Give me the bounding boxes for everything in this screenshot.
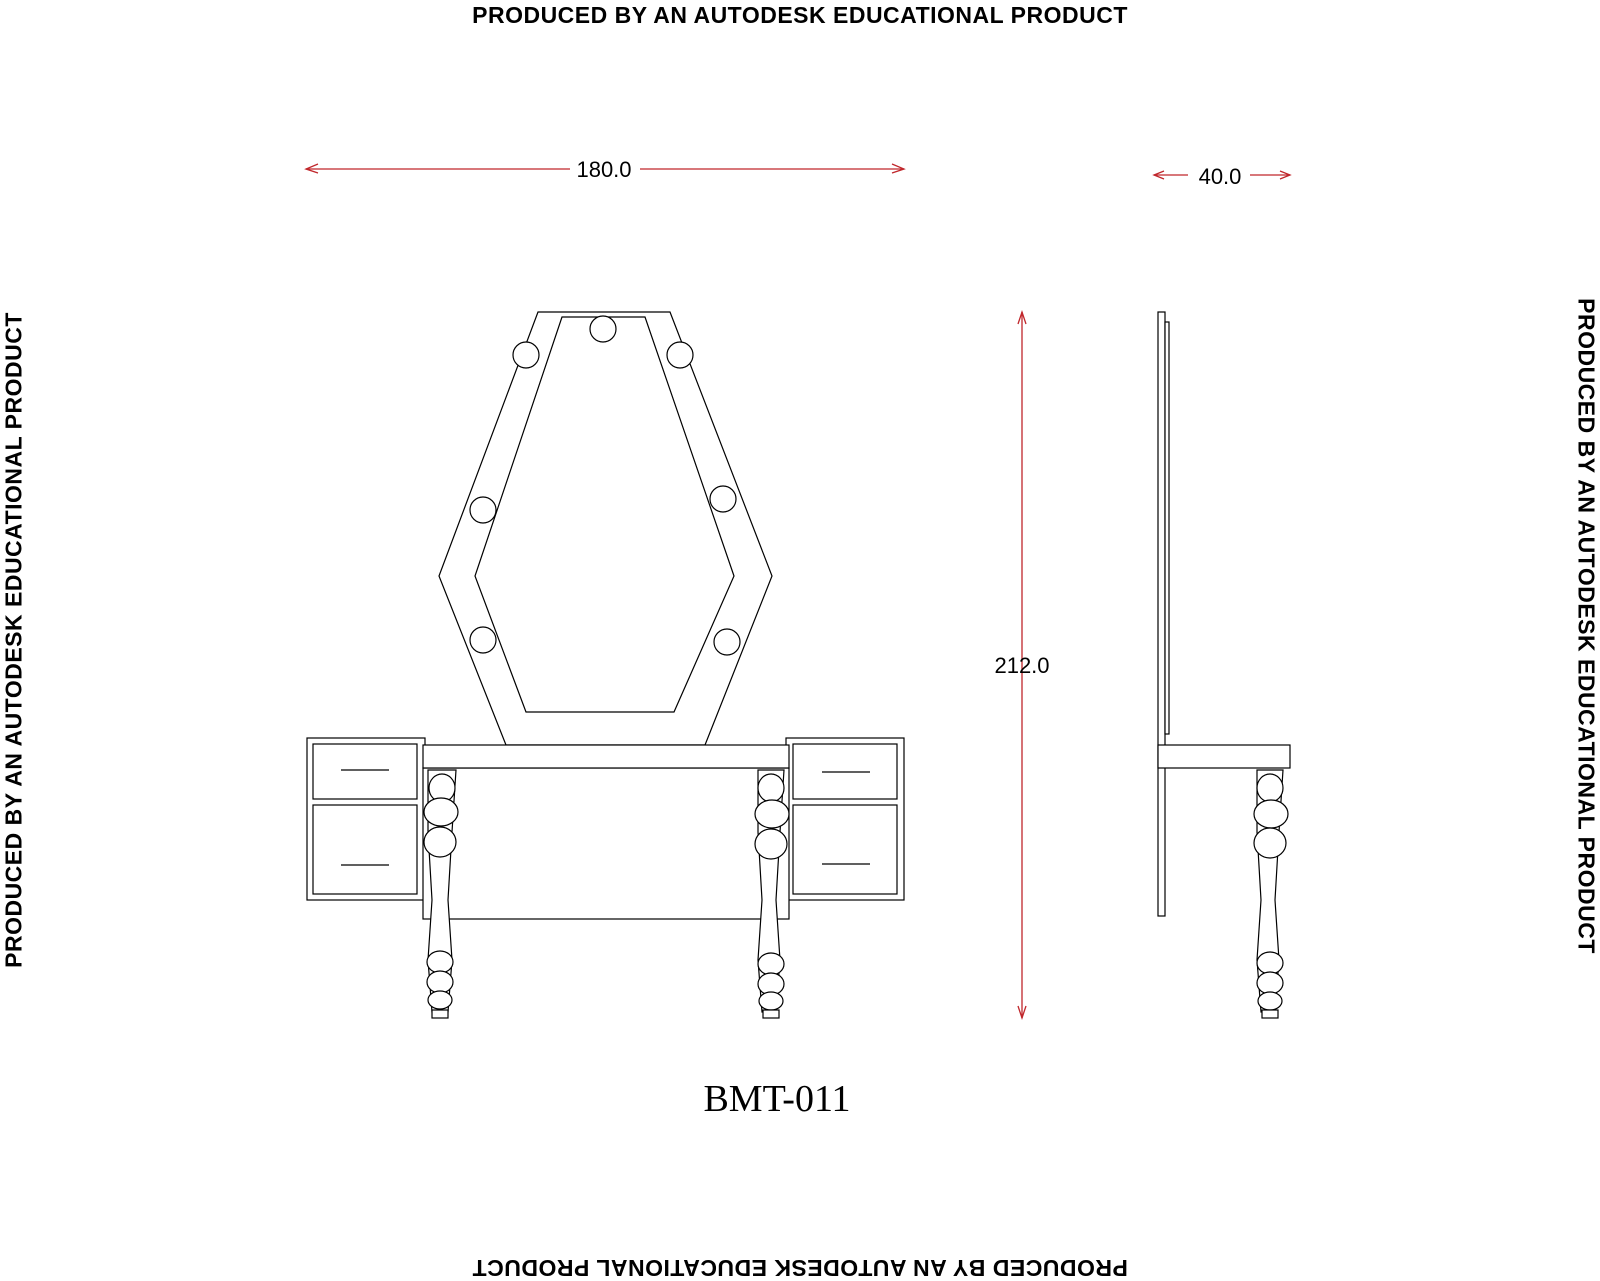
table-apron (423, 768, 789, 919)
mirror-frame-outer (439, 312, 772, 745)
watermark-top: PRODUCED BY AN AUTODESK EDUCATIONAL PRODUCT (472, 2, 1128, 28)
side-tabletop (1158, 745, 1290, 768)
side-mirror-glass (1165, 322, 1169, 734)
tabletop (423, 745, 789, 768)
left-drawer-cabinet (307, 738, 425, 900)
side-view (1158, 312, 1290, 1018)
front-view (307, 312, 904, 1018)
watermark-right: PRODUCED BY AN AUTODESK EDUCATIONAL PRODUCT (1573, 298, 1600, 954)
watermark-left: PRODUCED BY AN AUTODESK EDUCATIONAL PRODUCT (0, 312, 27, 968)
dimension-width (306, 155, 904, 182)
dimension-height (994, 312, 1049, 1018)
dimension-width-label: 180.0 (576, 157, 632, 182)
model-code: BMT-011 (703, 1078, 851, 1120)
side-mirror-panel (1158, 312, 1165, 916)
watermark-bottom: PRODUCED BY AN AUTODESK EDUCATIONAL PRODUCT (472, 1255, 1128, 1281)
dimension-depth (1154, 162, 1290, 189)
dimension-depth-label: 40.0 (1198, 164, 1242, 189)
right-drawer-cabinet (786, 738, 904, 900)
side-leg (1254, 770, 1288, 1018)
dimension-height-label: 212.0 (994, 653, 1050, 678)
